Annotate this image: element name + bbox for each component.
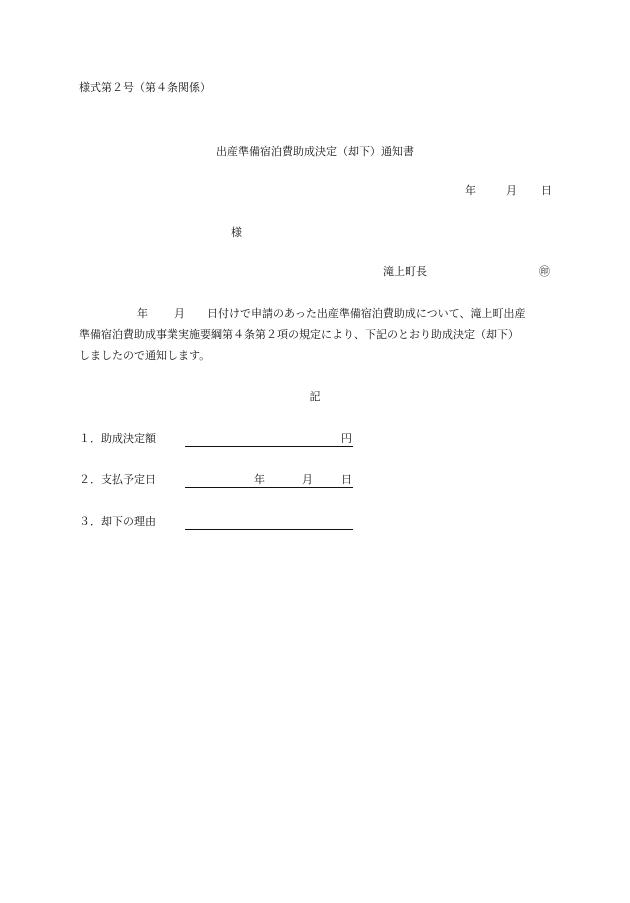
item-2-label: ２．支払予定日 xyxy=(79,473,156,486)
form-number: 様式第２号（第４条関係） xyxy=(79,81,211,94)
item-2-date-field[interactable] xyxy=(185,473,353,488)
item-1-unit: 円 xyxy=(341,432,352,445)
issue-date-day: 日 xyxy=(541,184,552,197)
body-application-month: 月 xyxy=(174,307,185,320)
item-2-year: 年 xyxy=(254,473,265,486)
item-2-month: 月 xyxy=(302,473,313,486)
addressee-honorific: 様 xyxy=(231,226,242,239)
item-3-label: ３．却下の理由 xyxy=(79,515,156,528)
issuer-title: 滝上町長 xyxy=(383,265,427,278)
body-line-3: しましたので通知します。 xyxy=(79,349,211,362)
document-title: 出産準備宿泊費助成決定（却下）通知書 xyxy=(216,145,414,158)
item-2-day: 日 xyxy=(341,473,352,486)
body-line-1-text: 日付けで申請のあった出産準備宿泊費助成について、滝上町出産 xyxy=(207,307,526,320)
issue-date-month: 月 xyxy=(506,184,517,197)
item-1-label: １．助成決定額 xyxy=(79,432,156,445)
body-application-year: 年 xyxy=(137,307,148,320)
ki-heading: 記 xyxy=(309,390,321,403)
item-1-amount-field[interactable] xyxy=(185,432,353,447)
body-line-2: 準備宿泊費助成事業実施要綱第４条第２項の規定により、下記のとおり助成決定（却下） xyxy=(79,328,519,341)
seal-mark: ㊞ xyxy=(539,265,550,278)
issue-date-year: 年 xyxy=(465,184,476,197)
item-3-reason-field[interactable] xyxy=(185,515,353,530)
